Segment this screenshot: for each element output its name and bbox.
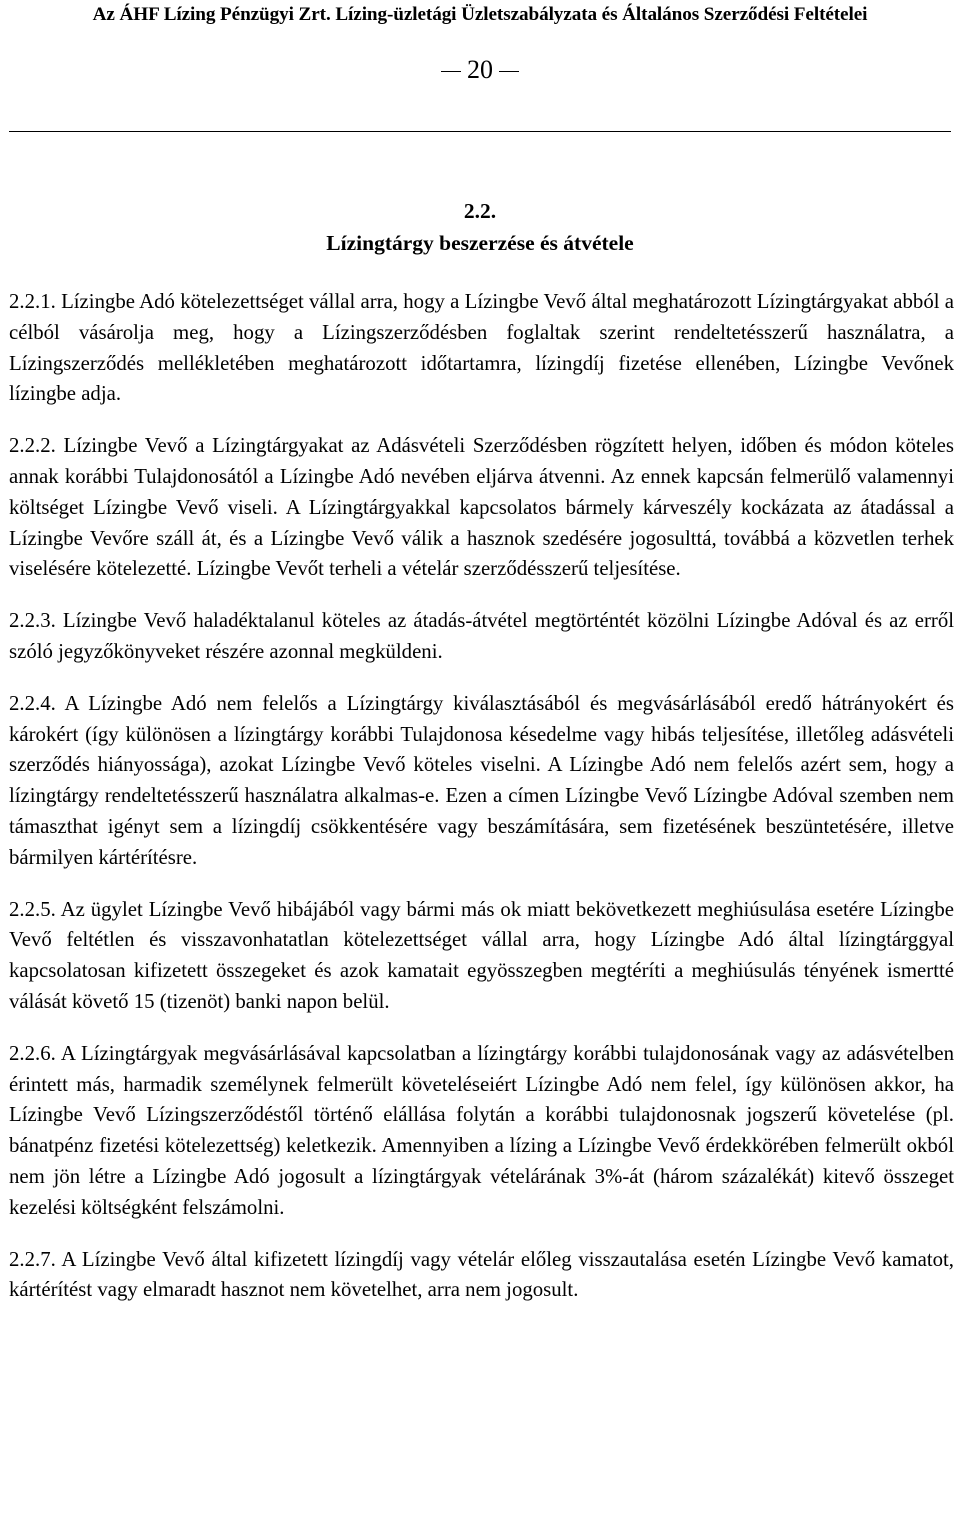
section-title: Lízingtárgy beszerzése és átvétele [326, 231, 634, 255]
paragraph-text: Lízingbe Vevő haladéktalanul köteles az átadás-átvétel megtörténtét közölni Lízingbe Adóval és az erről szóló jegyzőkönyveket részére azonnal megküldeni. [9, 609, 954, 663]
page-number [0, 53, 960, 87]
page-number-dash-right [499, 71, 519, 72]
paragraph-2-2-1 [9, 287, 954, 410]
paragraph-2-2-6 [9, 1039, 954, 1224]
paragraph-text: A Lízingbe Adó nem felelős a Lízingtárgy kiválasztásából és megvásárlásából eredő hátrányokért és károkért (így különösen a lízingtárgy korábbi Tulajdonosa késedelme vagy hibás teljesítése, illetőleg adásvételi szerződés hiányossága), azokat Lízingbe Vevő köteles viselni. A Lízingbe Adó nem felelős azért sem, hogy a lízingtárgy rendeltetésszerű használatra alkalmas-e. Ezen a címen Lízingbe Vevő Lízingbe Adóval szemben nem támaszthat igényt sem a lízingdíj csökkentésére vagy beszámítására, sem fizetésének beszüntetésére, illetve bármilyen kártérítésre. [9, 691, 954, 869]
paragraph-number: 2.2.4. [9, 691, 56, 715]
header-divider [9, 131, 951, 132]
section-number: 2.2. [463, 199, 497, 223]
paragraph-number: 2.2.6. [9, 1041, 56, 1065]
paragraph-number: 2.2.3. [9, 609, 56, 633]
page-number-value: 20 [467, 55, 493, 84]
running-header-title: Az ÁHF Lízing Pénzügyi Zrt. Lízing-üzletági Üzletszabályzata és Általános Szerződési Feltételei [92, 4, 868, 25]
paragraph-2-2-3 [9, 606, 954, 668]
paragraph-2-2-4 [9, 689, 954, 874]
paragraph-text: Lízingbe Vevő a Lízingtárgyakat az Adásvételi Szerződésben rögzített helyen, időben és módon köteles annak korábbi Tulajdonosától a Lízingbe Adó nevében eljárva átvenni. Az ennek kapcsán felmerülő valamennyi költséget Lízingbe Vevő viseli. A Lízingtárgyakkal kapcsolatos bármely kárveszély kockázata az átadással a Lízingbe Vevőre száll át, és a Lízingbe Vevő válik a hasznok szedésére jogosulttá, továbbá a közvetlen terhek viselésére kötelezetté. Lízingbe Vevőt terheli a vételár szerződésszerű teljesítése. [9, 434, 954, 581]
paragraph-text: A Lízingbe Vevő által kifizetett lízingdíj vagy vételár előleg visszautalása esetén Lízingbe Vevő kamatot, kártérítést vagy elmaradt hasznot nem követelhet, arra nem jogosult. [9, 1247, 954, 1302]
document-body [9, 287, 954, 1327]
page-number-dash-left [441, 71, 461, 72]
paragraph-number: 2.2.2. [9, 434, 56, 458]
paragraph-number: 2.2.7. [9, 1247, 56, 1271]
paragraph-2-2-5 [9, 895, 954, 1018]
paragraph-text: Lízingbe Adó kötelezettséget vállal arra, hogy a Lízingbe Vevő által meghatározott Lízingtárgyakat abból a célból vásárolja meg, hogy a Lízingszerződésben foglaltak szerint rendeltetésszerű használatra, a Lízingszerződés mellékletében meghatározott időtartamra, lízingdíj fizetése ellenében, Lízingbe Vevőnek lízingbe adja. [9, 290, 955, 406]
paragraph-number: 2.2.5. [9, 897, 56, 921]
paragraph-text: Az ügylet Lízingbe Vevő hibájából vagy bármi más ok miatt bekövetkezett meghiúsulása esetére Lízingbe Vevő feltétlen és visszavonhatatlan kötelezettséget vállal arra, hogy Lízingbe Adó által lízingtárggyal kapcsolatosan kifizetett összegeket és azok kamatait egyösszegben megtéríti a meghiúsulás tényének ismertté válását követő 15 (tizenöt) banki napon belül. [9, 897, 954, 1013]
paragraph-2-2-7 [9, 1245, 954, 1307]
paragraph-number: 2.2.1. [9, 290, 56, 313]
paragraph-2-2-2 [9, 431, 954, 585]
paragraph-text: A Lízingtárgyak megvásárlásával kapcsolatban a lízingtárgy korábbi tulajdonosának vagy az adásvételben érintett más, harmadik személynek felmerült követeléseiért Lízingbe Adó nem felel, így különösen akkor, ha Lízingbe Vevő Lízingszerződéstől történő elállása folytán a korábbi tulajdonosnak jogszerű követelése (pl. bánatpénz fizetési kötelezettség) keletkezik. Amennyiben a lízing a Lízingbe Vevő érdekkörében felmerült okból nem jön létre a Lízingbe Adó jogosult a lízingtárgyak vételárának 3%-át (három százalékát) kitevő összeget kezelési költségként felszámolni. [9, 1041, 954, 1219]
